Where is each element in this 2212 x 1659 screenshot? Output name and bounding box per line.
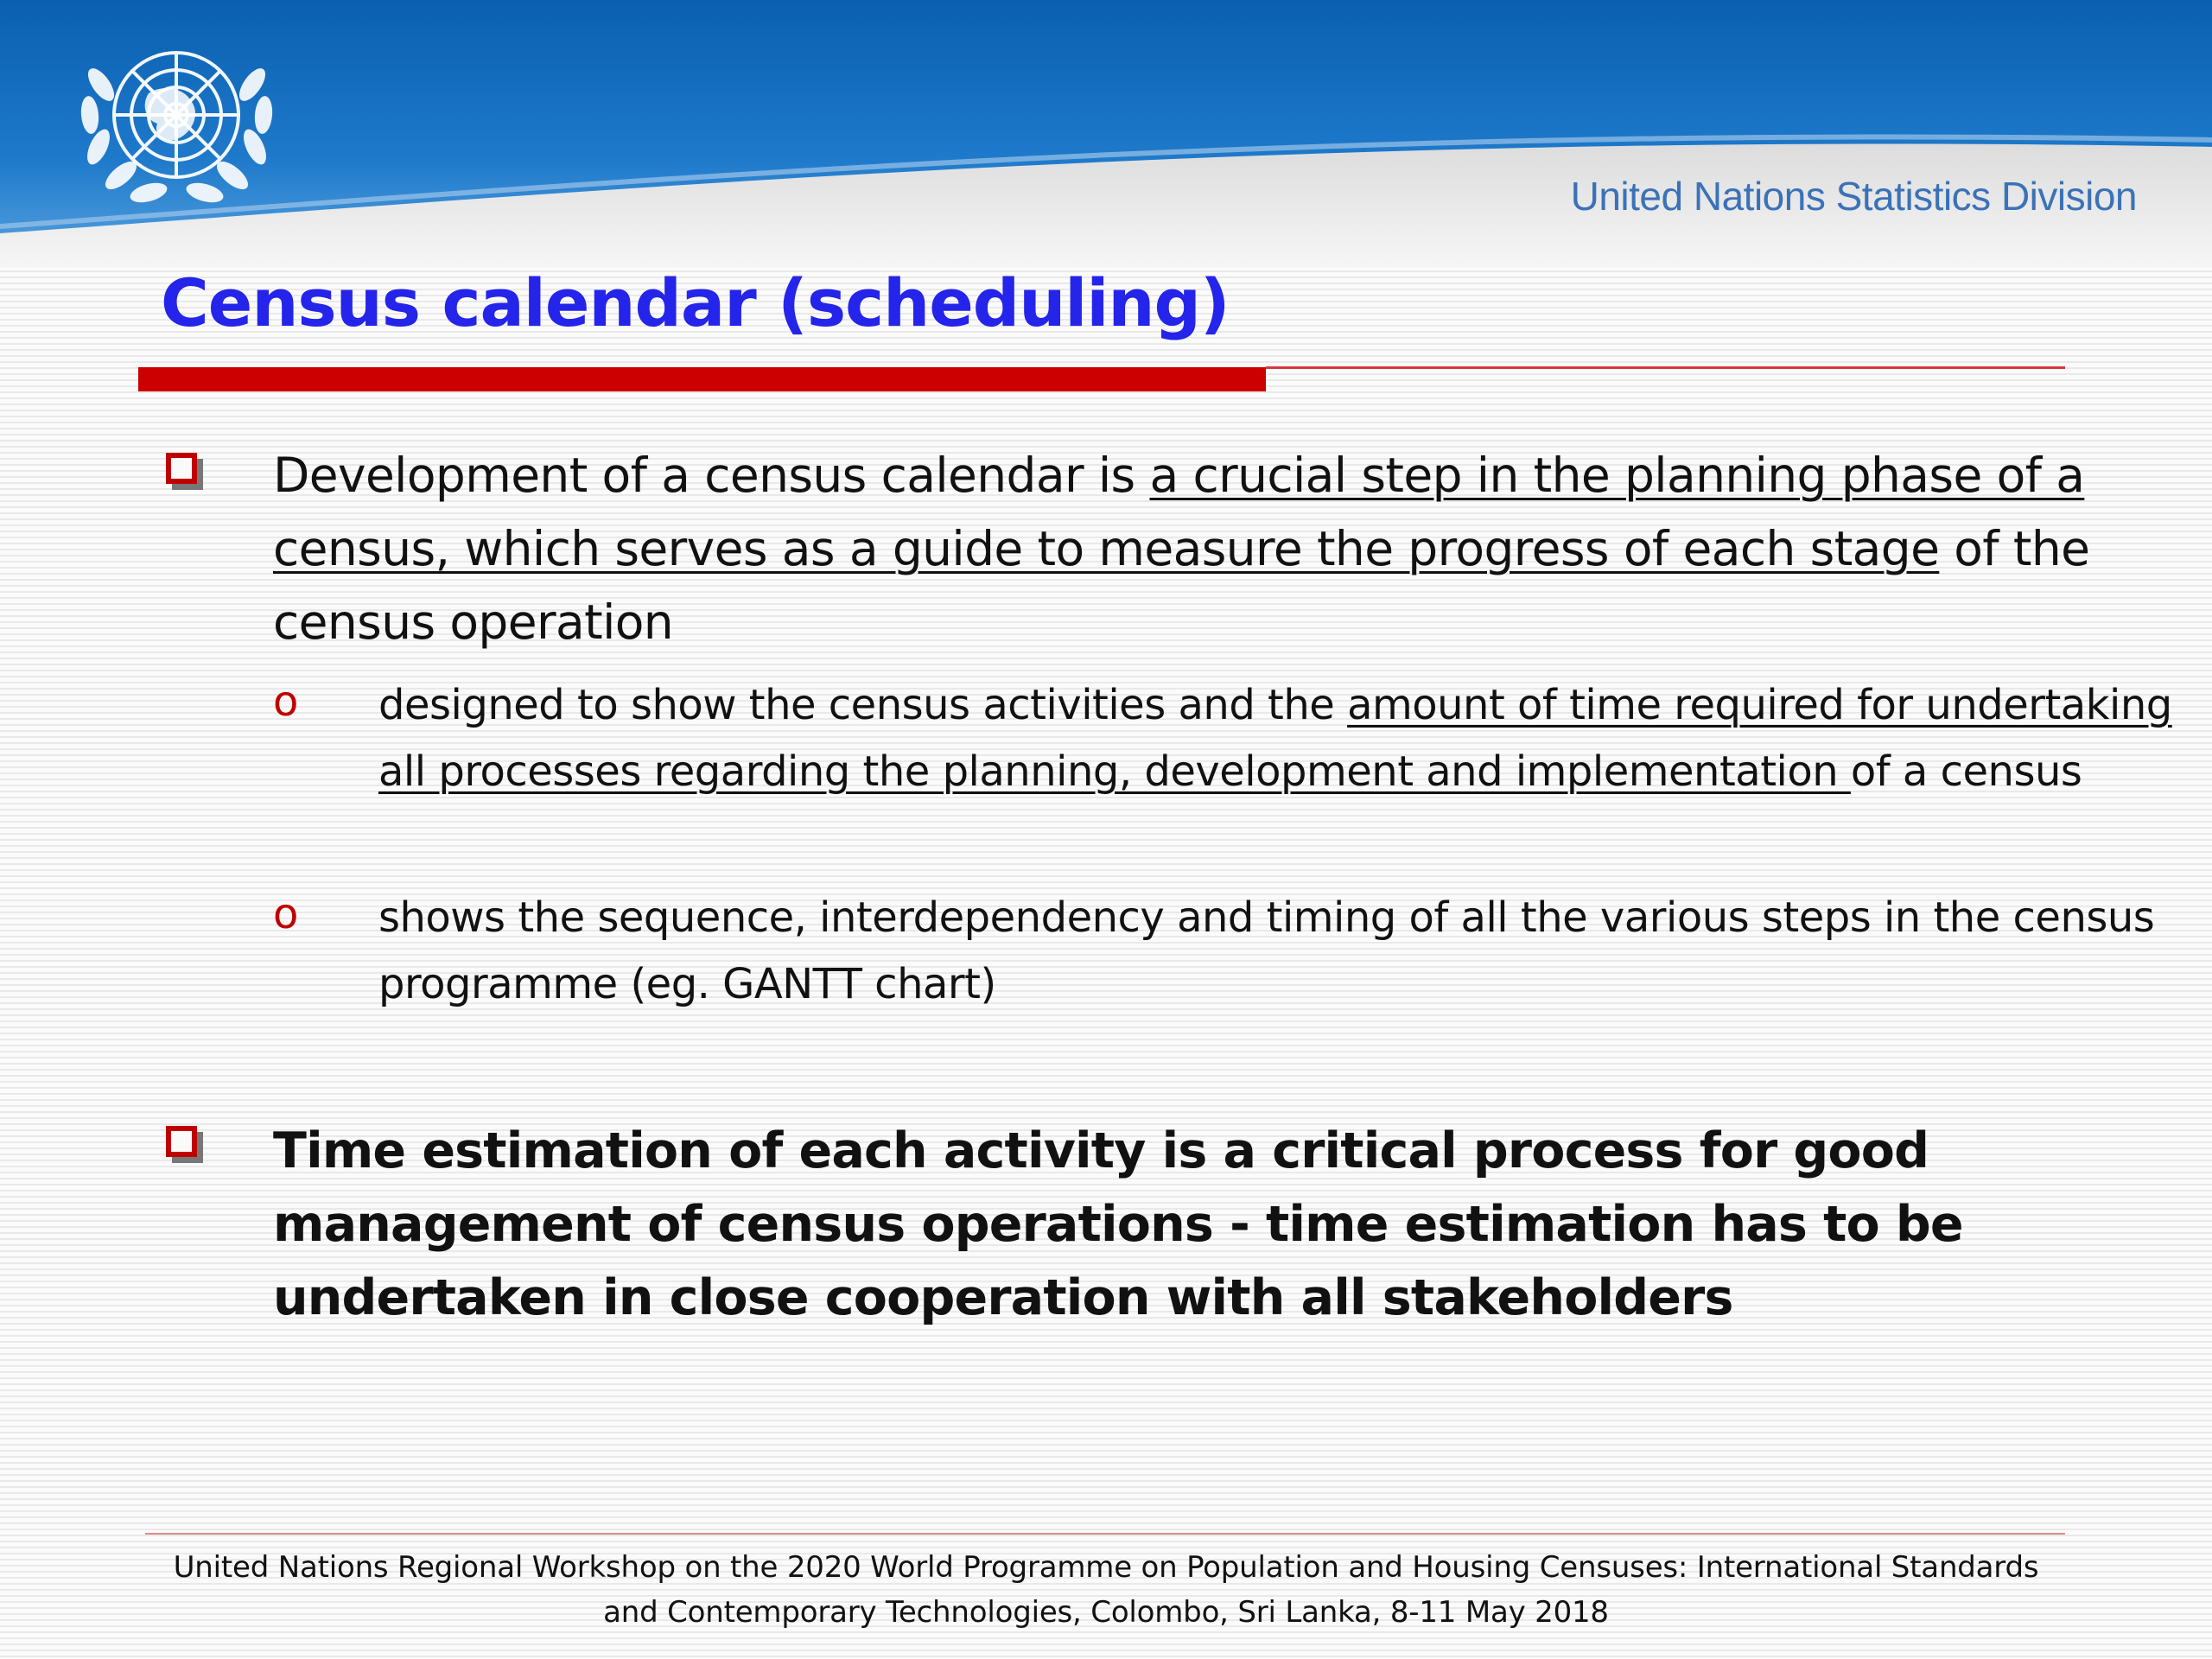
header-background xyxy=(0,0,2212,268)
sub-bullet-1-text: designed to show the census activities and the xyxy=(378,681,1348,729)
footer-line-1: United Nations Regional Workshop on the 2020 World Programme on Population and Housing Censuses: International Standards xyxy=(173,1550,2039,1585)
sub-bullet-1-underlined: amount of time required for undertaking all processes regarding the planning, development and implementation xyxy=(378,681,2172,796)
bullet-point-1-text-end: of the census operation xyxy=(273,521,2090,650)
bullet-point-1-underlined: a crucial step in the planning phase of a census, which serves as a guide to measure the progress of each stage xyxy=(273,448,2085,576)
un-emblem-icon xyxy=(62,24,291,223)
header-banner xyxy=(0,0,2212,268)
footer-text xyxy=(130,1545,2082,1635)
square-checkbox-bullet-icon xyxy=(166,1126,197,1157)
footer-divider xyxy=(145,1533,2065,1535)
bullet-point-1-text: Development of a census calendar is xyxy=(273,448,1150,503)
sub-bullet-point-1 xyxy=(378,672,2176,805)
sub-bullet-marker-icon: o xyxy=(273,677,299,726)
sub-bullet-marker-icon: o xyxy=(273,890,299,938)
sub-bullet-1-text-end: of a census xyxy=(1850,747,2082,796)
sub-bullet-point-2: shows the sequence, interdependency and timing of all the various steps in the census programme (eg. GANTT chart) xyxy=(378,893,2155,1008)
bullet-point-1 xyxy=(273,439,2165,659)
slide-title: Census calendar (scheduling) xyxy=(161,264,1230,341)
bullet-point-2: Time estimation of each activity is a critical process for good management of census operations - time estimation has to be undertaken in close cooperation with all stakeholders xyxy=(273,1122,1963,1326)
square-checkbox-bullet-icon xyxy=(166,453,197,484)
title-underline-bar xyxy=(138,367,1266,391)
footer-line-2: and Contemporary Technologies, Colombo, Sri Lanka, 8-11 May 2018 xyxy=(603,1595,1609,1630)
title-underline-rule xyxy=(1266,366,2065,369)
organization-name: United Nations Statistics Division xyxy=(1570,174,2137,219)
